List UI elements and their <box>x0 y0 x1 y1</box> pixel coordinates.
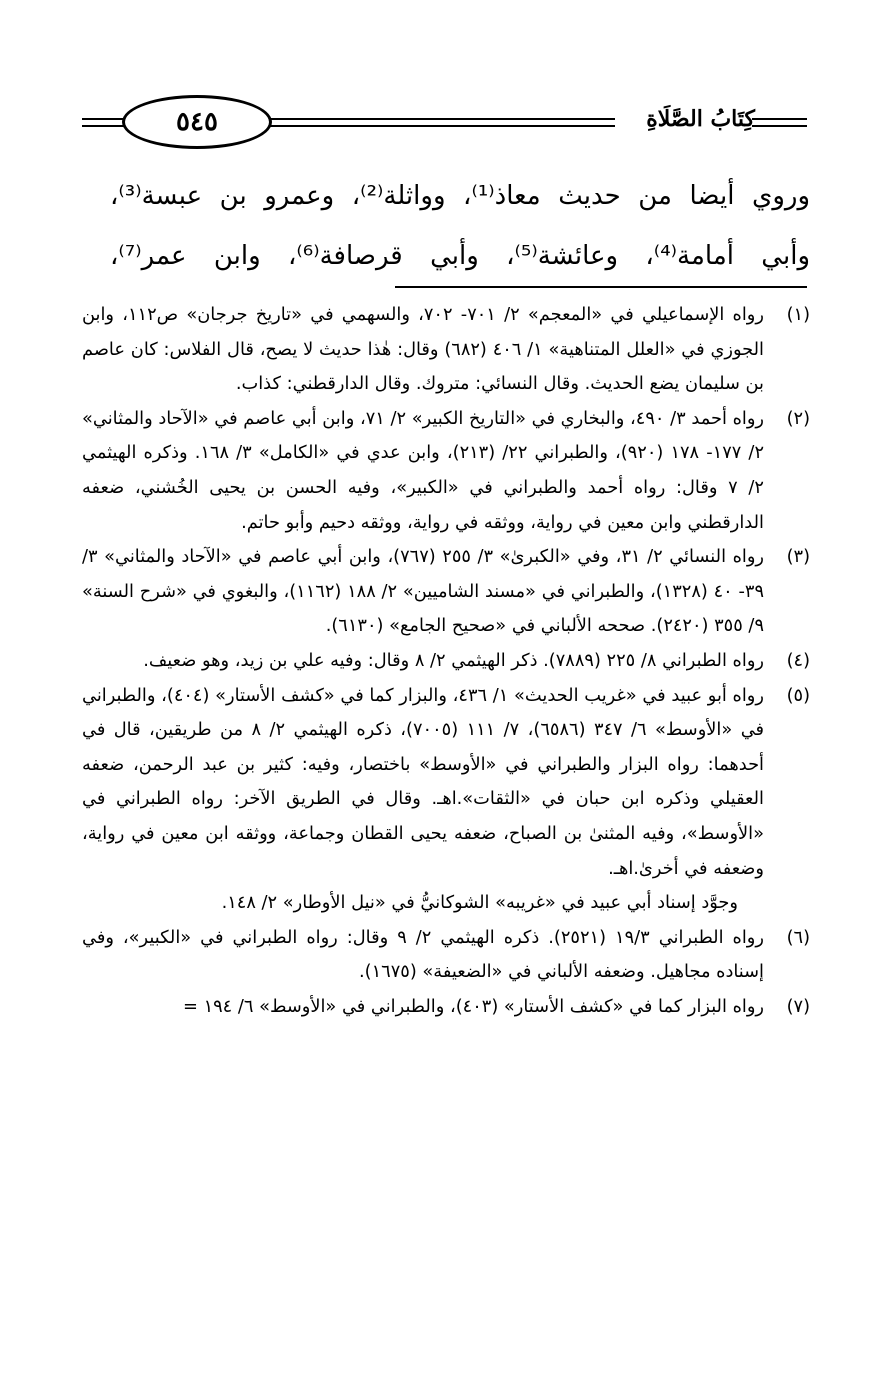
header-rule-middle-top <box>270 118 615 120</box>
main-text-line-2: وأبي أمامة⁽⁴⁾، وعائشة⁽⁵⁾، وأبي قرصافة⁽⁶⁾، وابن عمر⁽⁷⁾، <box>110 241 810 271</box>
header-rule-right-bottom <box>752 125 807 127</box>
header-rule-middle-bottom <box>270 125 615 127</box>
footnote-text: وجوَّد إسناد أبي عبيد في «غريبه» الشوكانيُّ في «نيل الأوطار» ٢/ ١٤٨. <box>221 892 738 914</box>
running-title: كِتَابُ الصَّلَاةِ <box>646 106 755 132</box>
header-rule-left-bottom <box>82 125 124 127</box>
footnote-6 <box>82 921 810 990</box>
footnote-2 <box>82 402 810 540</box>
footnote-number: (٦) <box>786 926 810 948</box>
header-rule-right-top <box>752 118 807 120</box>
footnote-text: رواه أحمد ٣/ ٤٩٠، والبخاري في «التاريخ الكبير» ٢/ ٧١، وابن أبي عاصم في «الآحاد والمثاني» ٢/ ١٧٧- ١٧٨ (٩٢٠)، والطبراني ٢٢/ (٢١٣)، وابن عدي في «الكامل» ٣/ ١٦٨. وذكره الهيثمي ٢/ ٧ وقال: رواه أحمد والطبراني في «الكبير»، وفيه الحسن بن يحيى الخُشني، ضعفه الدارقطني وابن معين في رواية، ووثقه في رواية، ووثقه دحيم وأبو حاتم. <box>82 407 764 533</box>
footnote-5 <box>82 679 810 887</box>
footnote-3 <box>82 540 810 644</box>
footnote-text: رواه الطبراني ١٩/٣ (٢٥٢١). ذكره الهيثمي ٢/ ٩ وقال: رواه الطبراني في «الكبير»، وفي إسناده مجاهيل. وضعفه الألباني في «الضعيفة» (١٦٧٥). <box>82 926 764 983</box>
footnote-text: رواه البزار كما في «كشف الأستار» (٤٠٣)، والطبراني في «الأوسط» ٦/ ١٩٤ = <box>183 995 764 1017</box>
main-text <box>110 166 810 286</box>
footnote-number: (٧) <box>786 995 810 1017</box>
footnote-7 <box>82 990 810 1025</box>
page-number-oval <box>122 95 272 149</box>
page-header <box>82 92 807 158</box>
header-rule-left-top <box>82 118 124 120</box>
footnote-1 <box>82 298 810 402</box>
footnote-number: (٢) <box>786 407 810 429</box>
footnote-number: (٥) <box>786 684 810 706</box>
footnote-text: رواه الإسماعيلي في «المعجم» ٢/ ٧٠١- ٧٠٢، والسهمي في «تاريخ جرجان» ص١١٢، وابن الجوزي في «العلل المتناهية» ١/ ٤٠٦ (٦٨٢) وقال: هٰذا حديث لا يصح، قال الفلاس: كان عاصم بن سليمان يضع الحديث. وقال النسائي: متروك. وقال الدارقطني: كذاب. <box>82 304 764 395</box>
footnote-number: (١) <box>786 304 810 325</box>
main-text-line-1: وروي أيضا من حديث معاذ⁽¹⁾، وواثلة⁽²⁾، وعمرو بن عبسة⁽³⁾، <box>110 181 810 211</box>
footnotes <box>82 298 810 1024</box>
page-number: ٥٤٥ <box>176 107 218 137</box>
footnote-text: رواه الطبراني ٨/ ٢٢٥ (٧٨٨٩). ذكر الهيثمي ٢/ ٨ وقال: وفيه علي بن زيد، وهو ضعيف. <box>143 649 764 671</box>
footnote-number: (٤) <box>786 649 810 671</box>
footnote-text: رواه النسائي ٢/ ٣١، وفي «الكبرىٰ» ٣/ ٢٥٥ (٧٦٧)، وابن أبي عاصم في «الآحاد والمثاني» ٣/ ٣٩- ٤٠ (١٣٢٨)، والطبراني في «مسند الشاميين» ٢/ ١٨٨ (١١٦٢)، والبغوي في «شرح السنة» ٩/ ٣٥٥ (٢٤٢٠). صححه الألباني في «صحيح الجامع» (٦١٣٠). <box>82 546 765 637</box>
footnote-4 <box>82 644 810 679</box>
footnote-number: (٣) <box>786 546 810 568</box>
footnote-separator <box>395 286 807 288</box>
footnote-text: رواه أبو عبيد في «غريب الحديث» ١/ ٤٣٦، والبزار كما في «كشف الأستار» (٤٠٤)، والطبراني في «الأوسط» ٦/ ٣٤٧ (٦٥٨٦)، ٧/ ١١١ (٧٠٠٥)، ذكره الهيثمي ٢/ ٨ من طريقين، قال في أحدهما: رواه البزار والطبراني في «الأوسط» باختصار، وفيه: كثير بن عبد الرحمن، ضعفه العقيلي وذكره ابن حبان في «الثقات».اهـ. وقال في الطريق الآخر: رواه الطبراني في «الأوسط»، وفيه المثنىٰ بن الصباح، ضعفه يحيى القطان وجماعة، ووثقه ابن معين في رواية، وضعفه في أخرىٰ.اهـ. <box>82 684 765 879</box>
footnote-5-continuation <box>82 886 810 921</box>
